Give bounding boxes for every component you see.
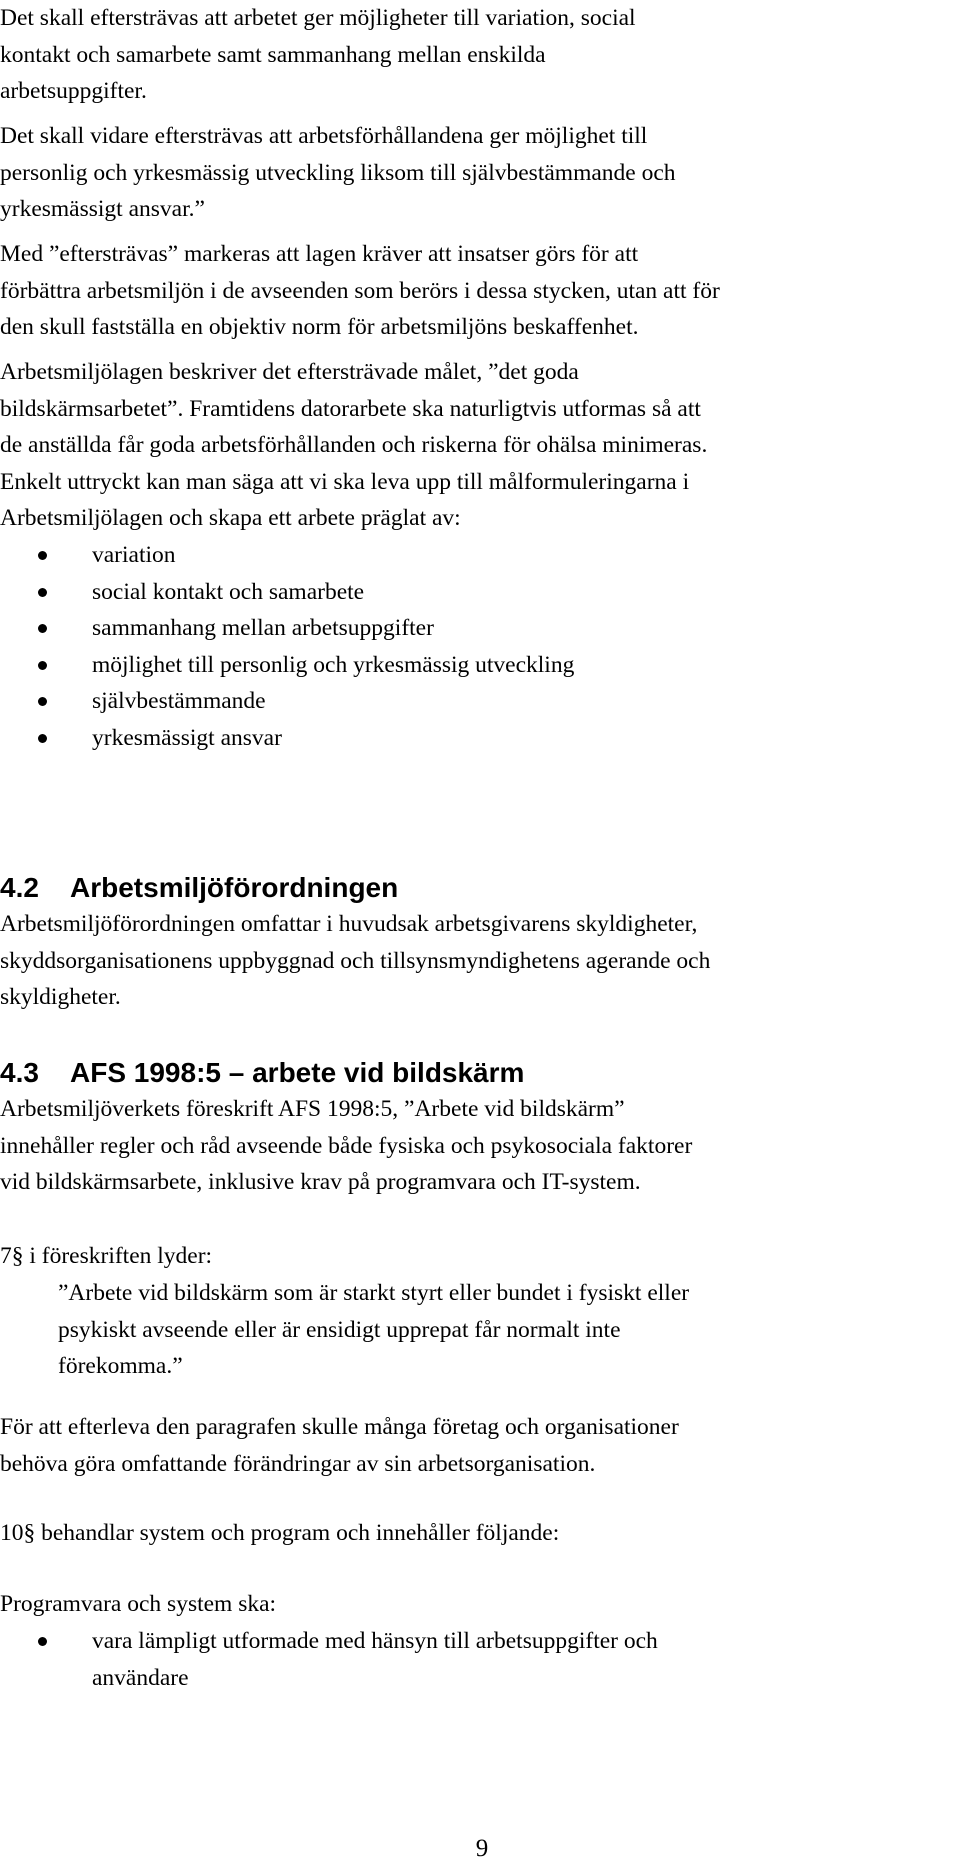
- paragraph-7-section: [0, 1238, 955, 1275]
- list-item-text: variation: [92, 542, 176, 568]
- text-line: Med ”eftersträvas” markeras att lagen kräver att insatser görs för att: [0, 241, 639, 267]
- text-line: Arbetsmiljöförordningen omfattar i huvudsak arbetsgivarens skyldigheter,: [0, 911, 698, 937]
- text-line: psykiskt avseende eller är ensidigt upprepat får normalt inte: [58, 1316, 621, 1343]
- text-line: För att efterleva den paragrafen skulle många företag och organisationer: [0, 1414, 679, 1440]
- list-item: [0, 574, 574, 611]
- paragraph-afs-1998-5: [0, 1091, 955, 1201]
- text-line: innehåller regler och råd avseende både fysiska och psykosociala faktorer: [0, 1132, 693, 1159]
- text-line: Det skall vidare eftersträvas att arbetsförhållandena ger möjlighet till: [0, 123, 648, 149]
- text-line: förbättra arbetsmiljön i de avseenden som berörs i dessa stycken, utan att för: [0, 277, 720, 304]
- list-item: [0, 720, 574, 757]
- heading-number: 4.2: [0, 872, 39, 903]
- text-line: skyddsorganisationens uppbyggnad och tillsynsmyndighetens agerande och: [0, 947, 711, 974]
- bullet-list-work-qualities: [0, 537, 574, 756]
- list-item: [0, 683, 574, 720]
- paragraph-programvara: [0, 1586, 955, 1623]
- text-line: Arbetsmiljölagen beskriver det eftersträvade målet, ”det goda: [0, 359, 579, 385]
- bullet-icon: [38, 734, 47, 743]
- list-item-text: social kontakt och samarbete: [92, 578, 365, 605]
- text-line: arbetsuppgifter.: [0, 78, 147, 104]
- text-line: personlig och yrkesmässig utveckling liksom till självbestämmande och: [0, 159, 676, 186]
- section-heading-4-3: [0, 1055, 524, 1091]
- bullet-icon: [38, 1637, 47, 1646]
- paragraph-10-section: [0, 1515, 955, 1552]
- text-line: Arbetsmiljöverkets föreskrift AFS 1998:5, ”Arbete vid bildskärm”: [0, 1096, 625, 1122]
- heading-title: AFS 1998:5 – arbete vid bildskärm: [70, 1057, 525, 1088]
- text-line: ”Arbete vid bildskärm som är starkt styrt eller bundet i fysiskt eller: [58, 1280, 690, 1306]
- paragraph-arbetsmiljoforordningen: [0, 906, 955, 1016]
- list-item-continuation: [0, 1660, 658, 1697]
- text-line: de anställda får goda arbetsförhållanden och riskerna för ohälsa minimeras.: [0, 432, 708, 458]
- section-heading-4-2: [0, 870, 398, 906]
- list-item: [0, 1623, 658, 1660]
- text-line: kontakt och samarbete samt sammanhang mellan enskilda: [0, 41, 546, 68]
- heading-number: 4.3: [0, 1057, 39, 1088]
- list-item-text: yrkesmässigt ansvar: [92, 724, 282, 751]
- bullet-icon: [38, 661, 47, 670]
- paragraph-work-variation: [0, 0, 955, 110]
- text-line: yrkesmässigt ansvar.”: [0, 196, 205, 222]
- list-item-text: vara lämpligt utformade med hänsyn till arbetsuppgifter och: [92, 1628, 658, 1654]
- text-line: skyldigheter.: [0, 984, 121, 1010]
- paragraph-development: [0, 118, 955, 228]
- list-item: [0, 537, 574, 574]
- paragraph-arbetsmiljolagen: [0, 354, 955, 537]
- bullet-icon: [38, 624, 47, 633]
- bullet-list-software-requirements: [0, 1623, 658, 1696]
- page-number: 9: [475, 1835, 489, 1862]
- list-item: [0, 647, 574, 684]
- text-line: 10§ behandlar system och program och innehåller följande:: [0, 1520, 560, 1546]
- text-line: Det skall eftersträvas att arbetet ger möjligheter till variation, social: [0, 5, 636, 31]
- paragraph-efterleva: [0, 1409, 955, 1482]
- text-line: Arbetsmiljölagen och skapa ett arbete präglat av:: [0, 505, 461, 531]
- text-line: behöva göra omfattande förändringar av sin arbetsorganisation.: [0, 1450, 596, 1477]
- bullet-icon: [38, 588, 47, 597]
- text-line: förekomma.”: [58, 1353, 183, 1379]
- heading-title: Arbetsmiljöförordningen: [70, 872, 399, 903]
- text-line: den skull fastställa en objektiv norm för arbetsmiljöns beskaffenhet.: [0, 314, 639, 340]
- block-quote: [0, 1275, 960, 1385]
- list-item-text: självbestämmande: [92, 688, 266, 714]
- text-line: vid bildskärmsarbete, inklusive krav på programvara och IT-system.: [0, 1169, 641, 1195]
- list-item-text: användare: [92, 1664, 189, 1691]
- text-line: Programvara och system ska:: [0, 1591, 277, 1617]
- text-line: bildskärmsarbetet”. Framtidens datorarbete ska naturligtvis utformas så att: [0, 395, 701, 422]
- text-line: 7§ i föreskriften lyder:: [0, 1243, 213, 1269]
- list-item: [0, 610, 574, 647]
- list-item-text: möjlighet till personlig och yrkesmässig utveckling: [92, 651, 575, 678]
- text-line: Enkelt uttryckt kan man säga att vi ska leva upp till målformuleringarna i: [0, 468, 690, 495]
- bullet-icon: [38, 551, 47, 560]
- bullet-icon: [38, 697, 47, 706]
- paragraph-eftersträvas: [0, 236, 955, 346]
- list-item-text: sammanhang mellan arbetsuppgifter: [92, 615, 434, 641]
